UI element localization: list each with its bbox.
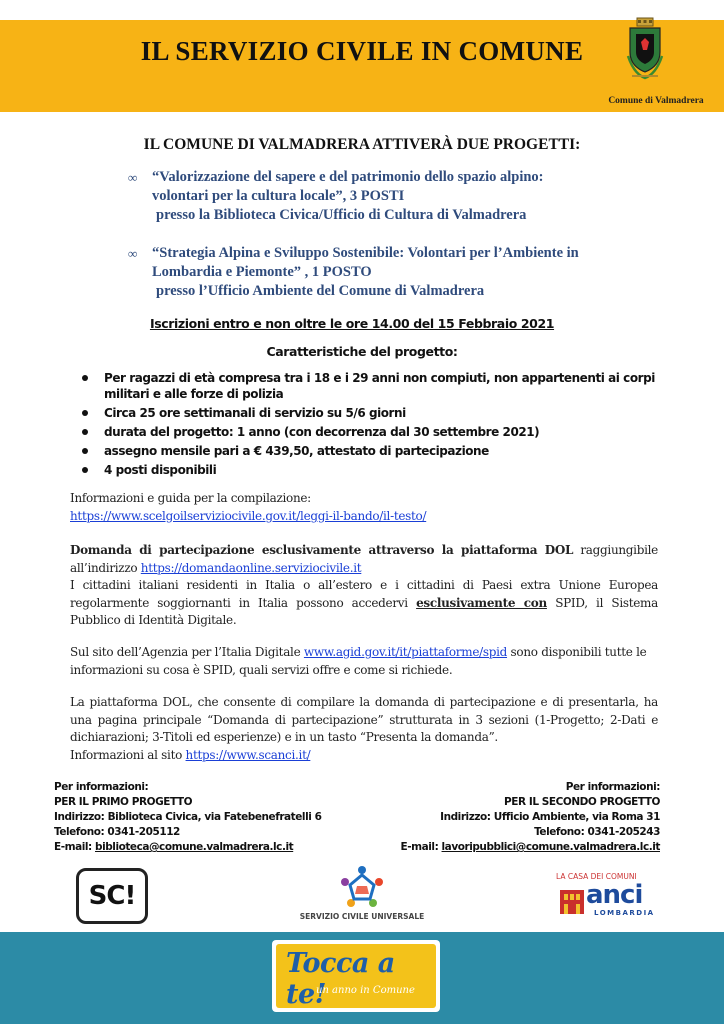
dol-paragraph xyxy=(70,694,658,764)
contact-second-project xyxy=(372,780,660,855)
characteristics-list xyxy=(80,370,660,481)
list-item xyxy=(80,370,660,402)
spid-paragraph xyxy=(70,644,658,679)
anci-lombardia-logo xyxy=(556,872,660,920)
contact-email-link[interactable]: lavoripubblici@comune.valmadrera.lc.it xyxy=(441,841,660,853)
characteristic-text: Per ragazzi di età compresa tra i 18 e i 29 anni non compiuti, non appartenenti ai corpi militari e alle forze di polizia xyxy=(104,371,655,401)
project-1-title-line1: “Valorizzazione del sapere e del patrimonio dello spazio alpino: xyxy=(152,169,544,185)
bullet-dot-icon xyxy=(82,375,88,381)
spid-text: SPID, il Sistema Pubblico di Identità Digitale. xyxy=(70,595,658,627)
characteristic-text: assegno mensile pari a € 439,50, attestato di partecipazione xyxy=(104,444,489,458)
contact-heading: Per informazioni: xyxy=(565,781,660,793)
spid-intro-text: Sul sito dell’Agenzia per l’Italia Digitale xyxy=(70,645,304,659)
list-item xyxy=(80,405,660,421)
town-hall-icon xyxy=(560,882,584,914)
bullet-dot-icon xyxy=(82,448,88,454)
servizio-civile-universale-logo xyxy=(296,862,428,928)
characteristics-heading: Caratteristiche del progetto: xyxy=(266,344,458,359)
bullet-dot-icon xyxy=(82,429,88,435)
application-bold-text: Domanda di partecipazione esclusivamente attraverso la piattaforma DOL xyxy=(70,543,574,557)
infinity-bullet-icon: ∞ xyxy=(128,170,138,185)
dol-text: La piattaforma DOL, che consente di compilare la domanda di partecipazione e di presentarla, ha una pagina principale “Domanda di partecipazione” strutturata in 3 sezioni (1-Progetto; 2-Dati e dichiarazioni; 3-Titoli ed esperienze) e in un tasto “Presenta la domanda”. xyxy=(70,695,658,744)
badge-title: Tocca a te! xyxy=(286,948,395,1008)
dol-more-text: Informazioni al sito xyxy=(70,747,186,762)
project-1 xyxy=(128,168,688,225)
characteristic-text: Circa 25 ore settimanali di servizio su 5/6 giorni xyxy=(104,406,406,420)
anci-region: LOMBARDIA xyxy=(594,909,655,917)
sc-logo xyxy=(76,868,148,924)
project-1-title-line2: volontari per la cultura locale”, 3 POSTI xyxy=(152,188,405,204)
application-paragraph xyxy=(70,542,658,630)
coat-of-arms-icon xyxy=(624,16,666,86)
tocca-a-te-badge xyxy=(272,940,440,1012)
contact-address: Indirizzo: Ufficio Ambiente, via Roma 31 xyxy=(440,811,660,823)
characteristic-text: durata del progetto: 1 anno (con decorrenza dal 30 settembre 2021) xyxy=(104,425,540,439)
contact-email-label: E-mail: xyxy=(400,841,442,853)
contact-email-link[interactable]: biblioteca@comune.valmadrera.lc.it xyxy=(95,841,294,853)
contact-first-project xyxy=(54,780,354,855)
intro-heading: IL COMUNE DI VALMADRERA ATTIVERÀ DUE PROGETTI: xyxy=(143,136,581,153)
anci-top-text: LA CASA DEI COMUNI xyxy=(556,872,637,881)
agid-link[interactable]: www.agid.gov.it/it/piattaforme/spid xyxy=(303,645,508,659)
project-1-location: presso la Biblioteca Civica/Ufficio di Cultura di Valmadrera xyxy=(156,207,527,223)
contact-email-label: E-mail: xyxy=(54,841,96,853)
comune-label: Comune di Valmadrera xyxy=(608,96,704,106)
application-text: raggiungibile all’indirizzo xyxy=(70,543,658,575)
contact-phone: Telefono: 0341-205112 xyxy=(54,826,180,838)
list-item xyxy=(80,462,660,478)
infinity-bullet-icon: ∞ xyxy=(128,246,138,261)
badge-subtitle: un anno in Comune xyxy=(316,985,415,996)
contact-address: Indirizzo: Biblioteca Civica, via Fatebenefratelli 6 xyxy=(54,811,322,823)
spid-info-text: sono disponibili tutte le informazioni su cosa è SPID, quali servizi offre e come si richiede. xyxy=(70,645,647,677)
deadline-notice: Iscrizioni entro e non oltre le ore 14.00 del 15 Febbraio 2021 xyxy=(149,316,555,331)
contact-project: PER IL SECONDO PROGETTO xyxy=(504,796,660,808)
sc-logo-text: SC! xyxy=(88,881,136,911)
contact-heading: Per informazioni: xyxy=(54,781,149,793)
info-paragraph xyxy=(70,490,658,525)
contact-project: PER IL PRIMO PROGETTO xyxy=(54,796,193,808)
dol-link[interactable]: https://domandaonline.serviziocivile.it xyxy=(140,560,362,575)
bando-link[interactable]: https://www.scelgoilserviziocivile.gov.it/leggi-il-bando/il-testo/ xyxy=(70,508,427,523)
bullet-dot-icon xyxy=(82,467,88,473)
list-item xyxy=(80,424,660,440)
star-figures-icon xyxy=(296,862,428,912)
project-2-title-line1: “Strategia Alpina e Sviluppo Sostenibile: Volontari per l’Ambiente in xyxy=(152,245,579,261)
project-2 xyxy=(128,244,688,301)
scanci-link[interactable]: https://www.scanci.it/ xyxy=(185,747,311,762)
project-2-location: presso l’Ufficio Ambiente del Comune di Valmadrera xyxy=(156,283,485,299)
contact-phone: Telefono: 0341-205243 xyxy=(534,826,660,838)
scu-label: SERVIZIO CIVILE UNIVERSALE xyxy=(299,912,425,921)
page-title: IL SERVIZIO CIVILE IN COMUNE xyxy=(140,36,584,66)
anci-wordmark: anci xyxy=(586,880,643,910)
characteristic-text: 4 posti disponibili xyxy=(104,463,217,477)
list-item xyxy=(80,443,660,459)
bullet-dot-icon xyxy=(82,410,88,416)
project-2-title-line2: Lombardia e Piemonte” , 1 POSTO xyxy=(152,264,372,280)
exclusively-emphasis: esclusivamente con xyxy=(416,595,547,610)
eligibility-text: I cittadini italiani residenti in Italia o all’estero e i cittadini di Paesi extra Unione Europea regolarmente soggiornanti in Italia possono accedervi xyxy=(70,578,658,610)
info-text: Informazioni e guida per la compilazione: xyxy=(70,491,311,505)
